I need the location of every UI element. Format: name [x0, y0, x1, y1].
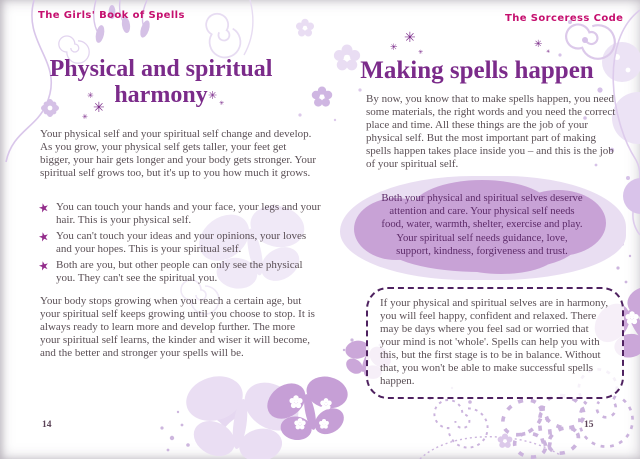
star-bullet-icon: ★ [36, 258, 51, 275]
sparkle-icon: ✳ [390, 43, 398, 53]
left-title-line2: harmony [114, 82, 208, 108]
left-title-line1: Physical and spiritual [49, 56, 273, 82]
left-outro-paragraph: Your body stops growing when you reach a certain age, but your spiritual self keeps growing until you choose to stop. It is always ready to learn more and develop further. The more your spiritual self learns, the kinder and wiser it will become, and the better and stronger your spells will be. [40, 295, 315, 360]
sparkle-icon: ✳ [93, 100, 105, 116]
bullet-item [36, 199, 322, 227]
sparkle-icon: ✳ [534, 39, 543, 50]
sparkle-icon: ✳ [82, 113, 88, 121]
sparkle-icon: ✳ [404, 30, 416, 46]
bullet-text: You can't touch your ideas and your opinions, your loves and your hopes. This is your spiritual self. [56, 230, 307, 256]
right-page-number: 15 [584, 420, 594, 430]
sparkle-icon: ✳ [219, 100, 225, 107]
left-bullet-list [36, 199, 322, 289]
callout-text: If your physical and spiritual selves are in harmony, you will feel happy, confident and relaxed. There may be days where you feel sad or worried that your mind is not 'whole'. Spells can help you with this, but the first stage is to be in balance. Without that, you won't be able to make successful spells happen. [380, 297, 609, 387]
bullet-item [36, 228, 322, 256]
left-page-title [0, 56, 322, 108]
sparkle-icon: ✳ [208, 89, 218, 102]
dashed-callout-box [366, 287, 624, 399]
star-bullet-icon: ★ [36, 199, 51, 216]
right-running-header: The Sorceress Code [505, 13, 624, 24]
star-bullet-icon: ★ [36, 228, 51, 246]
left-running-header: The Girls' Book of Spells [38, 10, 185, 21]
thought-bubble [360, 182, 604, 274]
left-intro-paragraph: Your physical self and your spiritual self change and develop. As you grow, your physical self gets taller, your feet get bigger, your hair gets longer and your body gets stronger. Your spiritual self grows too, but it's up to you how much it grows. [40, 128, 317, 180]
bullet-text: Both are you, but other people can only see the physical you. They can't see the spiritual you. [56, 259, 303, 285]
bullet-item [36, 258, 322, 285]
sparkle-icon: ✳ [546, 49, 551, 55]
sparkle-dots-left [160, 411, 189, 452]
left-page-number: 14 [42, 420, 52, 430]
right-intro-paragraph: By now, you know that to make spells happen, you need some materials, the right words and you need the correct place and time. All these things are the job of your physical self. But the most important part of making spells happen takes place inside you – and this is the job of your spiritual self. [366, 93, 616, 171]
right-page-title: Making spells happen [360, 57, 594, 84]
bubble-text: Both your physical and spiritual selves deserve attention and care. Your physical self needs food, water, warmth, shelter, exercise and play. Your spiritual self needs guidance, love, support, kindness, forgiveness and trust. [381, 192, 583, 257]
bullet-text: You can touch your hands and your face, your legs and your hair. This is your physical self. [56, 201, 321, 227]
sparkle-icon: ✳ [87, 91, 94, 100]
sparkle-icon: ✳ [418, 49, 424, 56]
